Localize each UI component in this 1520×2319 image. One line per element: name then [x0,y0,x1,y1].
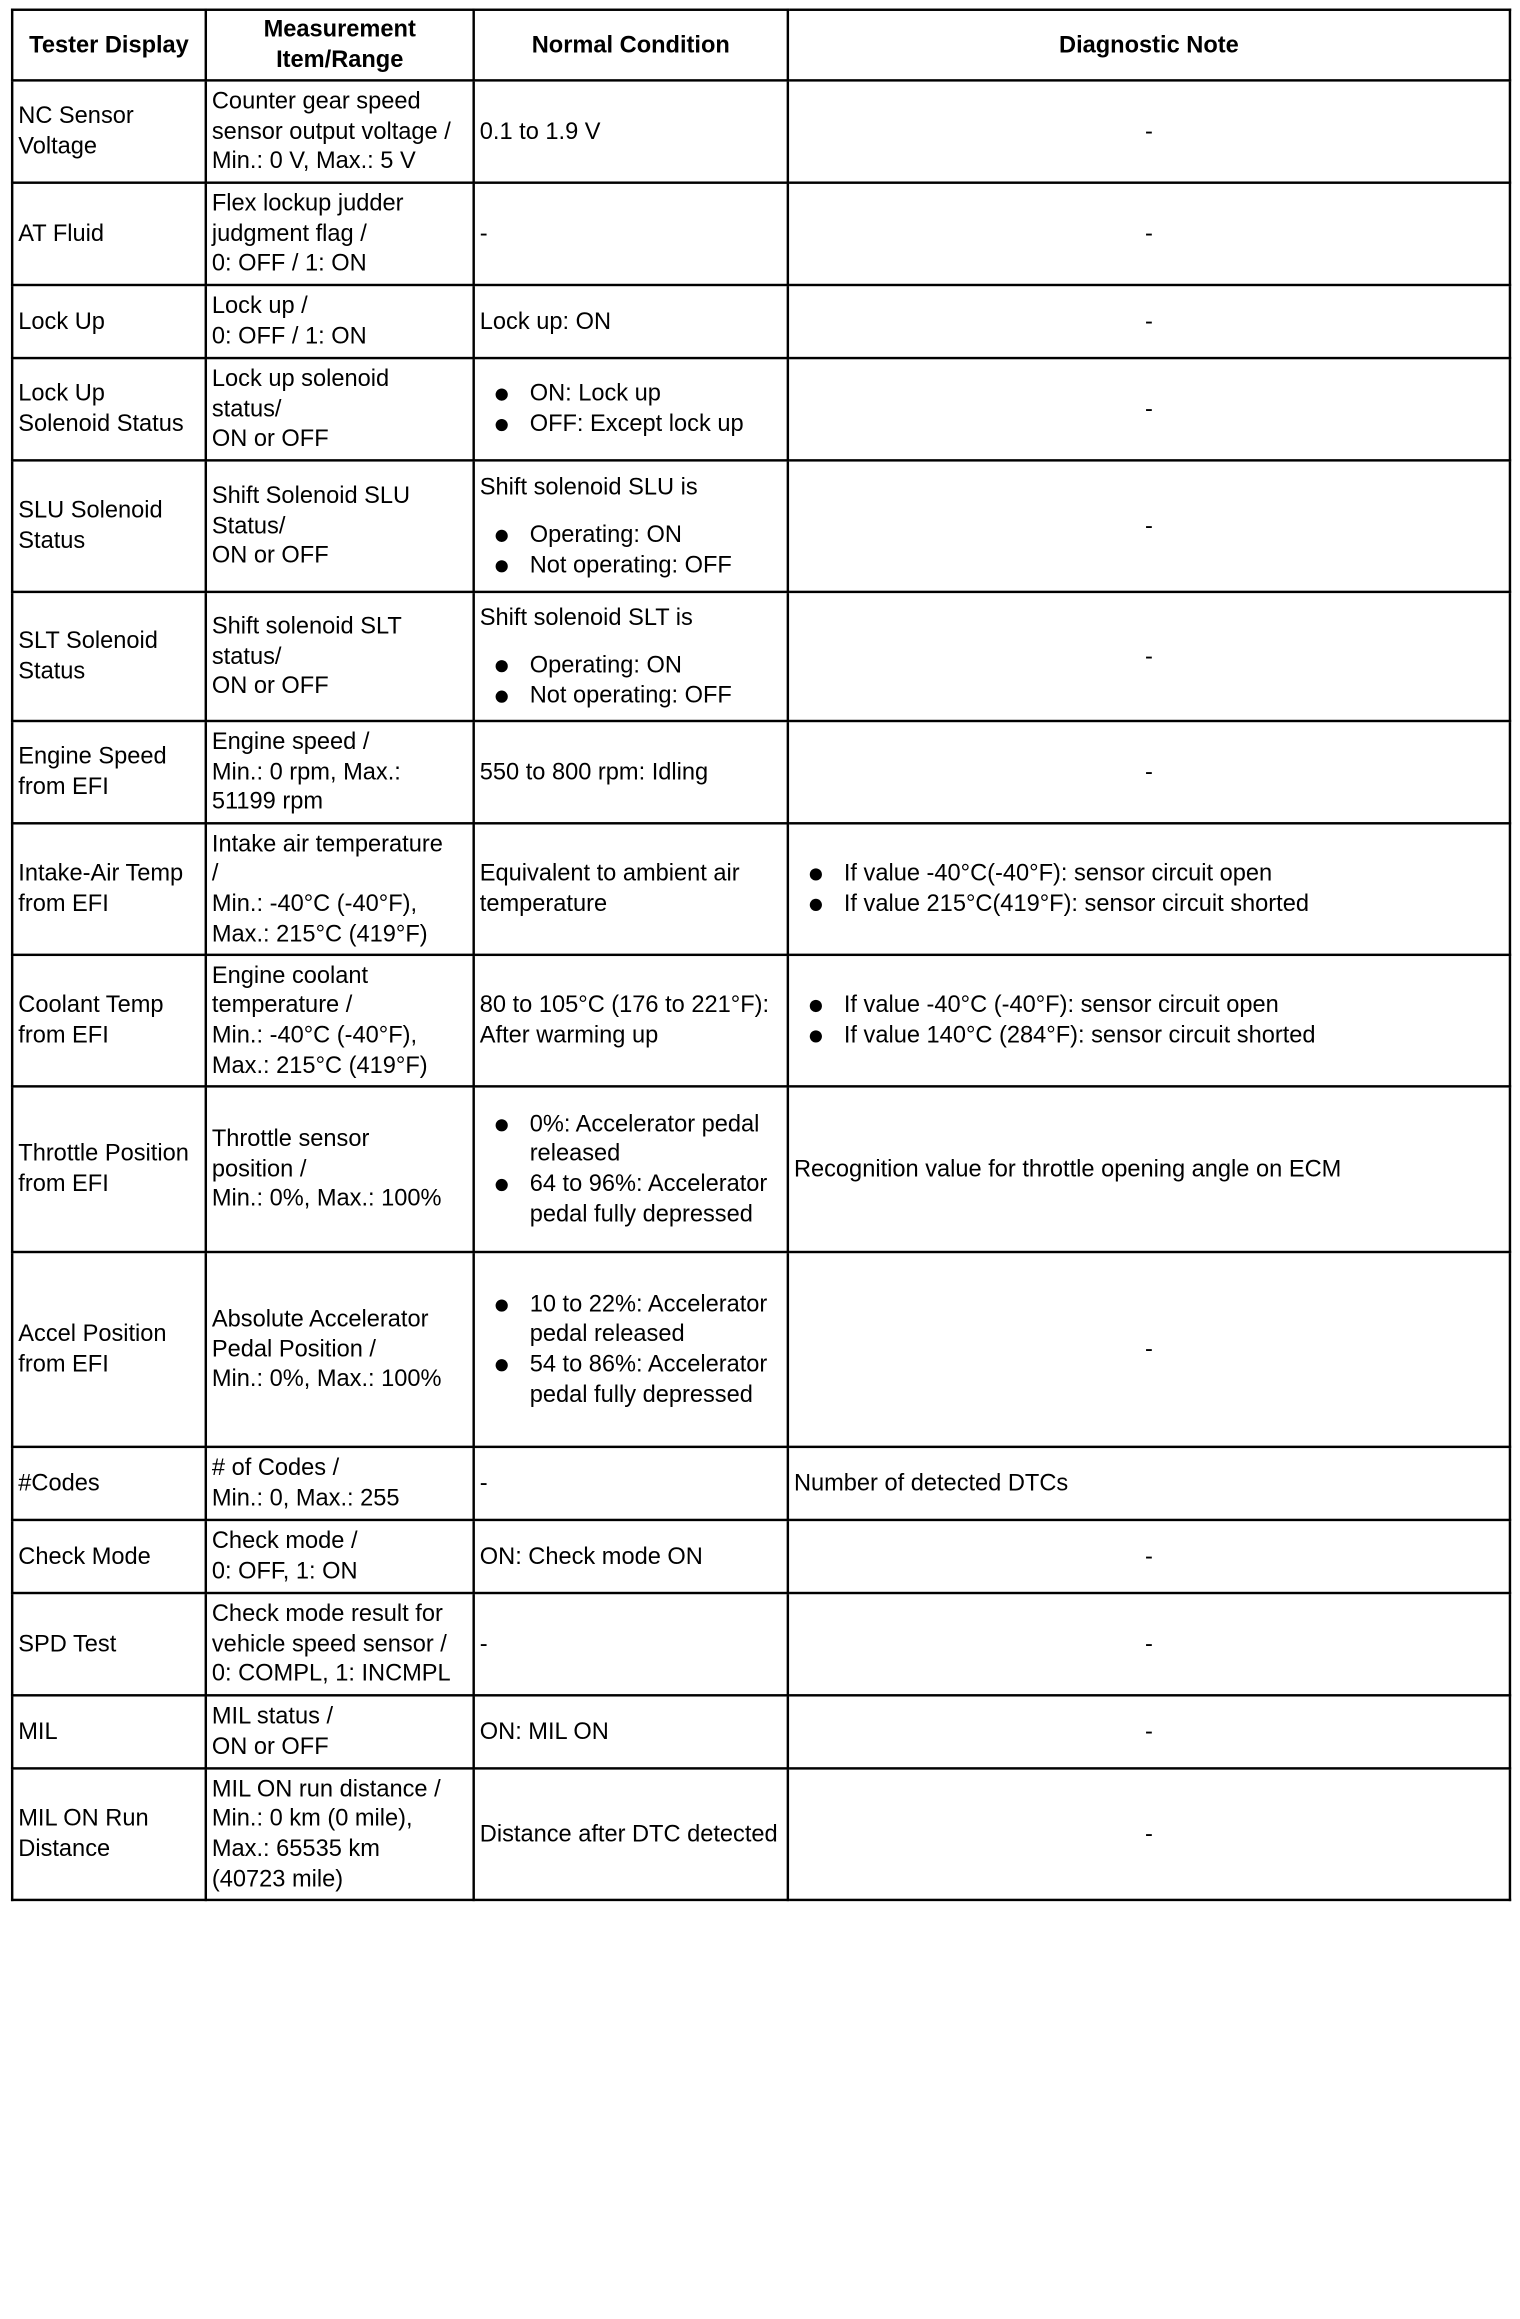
diagnostic-note-cell [788,1520,1510,1593]
normal-condition-bullet-list [480,1109,782,1229]
measurement-line: judgment flag / [211,220,367,247]
bullet-icon [810,1030,822,1042]
list-item [480,651,782,681]
measurement-line: Min.: 0 V, Max.: 5 V [211,147,416,175]
measurement-line: / [211,860,219,888]
bullet-icon [810,1000,822,1012]
measurement-line: Counter gear speed [211,87,421,115]
list-item-text: 64 to 96%: Accelerator pedal fully depressed [529,1170,768,1228]
diagnostic-note-cell [788,955,1510,1087]
measurement-cell [206,1593,474,1695]
measurement-line: Lock up solenoid [211,365,390,393]
normal-condition-bullet-list [480,651,782,711]
list-item-text: If value -40°C (-40°F): sensor circuit open [843,991,1279,1019]
measurement-line: ON or OFF [211,425,329,453]
table-row [12,1768,1510,1900]
bullet-icon [496,1119,508,1131]
list-item-text: Not operating: OFF [529,681,732,709]
diagnostic-note-cell [788,823,1510,955]
diagnostic-note-text: - [1144,220,1153,247]
measurement-line: (40723 mile) [211,1865,344,1893]
measurement-line: position / [211,1155,307,1183]
table-row [12,721,1510,823]
tester-display-cell: Intake-Air Temp from EFI [12,823,206,955]
measurement-line: Intake air temperature [211,830,443,858]
measurement-line: Check mode result for [211,1600,443,1628]
measurement-line: Max.: 215°C (419°F) [211,1051,428,1079]
measurement-line: Min.: 0, Max.: 255 [211,1484,400,1512]
measurement-line: Min.: -40°C (-40°F), [211,1021,418,1049]
measurement-line: Engine speed / [211,728,370,756]
normal-condition-cell [474,1252,788,1447]
normal-condition-text: ON: Check mode ON [479,1542,703,1570]
measurement-cell [206,1086,474,1252]
diagnostic-note-text: - [1144,395,1153,423]
list-item [480,379,782,409]
measurement-cell [206,1447,474,1520]
diagnostic-note-cell [788,1768,1510,1900]
normal-condition-cell [474,1768,788,1900]
table-row [12,358,1510,460]
table-row [12,460,1510,592]
list-item [794,991,1504,1021]
diagnostic-note-cell [788,285,1510,358]
tester-display-cell: #Codes [12,1447,206,1520]
list-item [480,681,782,711]
list-item-text: If value -40°C(-40°F): sensor circuit open [843,860,1273,888]
measurement-cell [206,183,474,285]
measurement-cell [206,592,474,721]
measurement-cell [206,1520,474,1593]
table-row [12,1593,1510,1695]
tester-display-cell: Lock Up [12,285,206,358]
tester-display-cell: MIL [12,1695,206,1768]
list-item-text: Not operating: OFF [529,551,732,579]
measurement-line: Absolute Accelerator [211,1305,429,1333]
bullet-icon [496,690,508,702]
normal-condition-bullet-list [480,520,782,580]
measurement-line: Shift Solenoid SLU [211,482,411,510]
table-row [12,1252,1510,1447]
list-item [480,520,782,550]
measurement-line: Min.: -40°C (-40°F), [211,890,418,918]
table-row [12,823,1510,955]
measurement-line: MIL status / [211,1703,334,1730]
table-row [12,183,1510,285]
list-item-text: Operating: ON [529,521,682,549]
normal-condition-cell [474,955,788,1087]
bullet-icon [496,660,508,672]
measurement-line: ON or OFF [211,1733,329,1760]
list-item-text: 54 to 86%: Accelerator pedal fully depressed [529,1350,768,1408]
tester-display-cell: Throttle Position from EFI [12,1086,206,1252]
diagnostic-note-text: - [1144,512,1153,540]
normal-condition-text: 80 to 105°C (176 to 221°F): After warming up [479,991,770,1049]
normal-condition-text: - [479,220,488,247]
header-row [12,10,1510,81]
measurement-cell [206,358,474,460]
diagnostic-note-text: Recognition value for throttle opening angle on ECM [793,1155,1342,1183]
tester-display-cell: SLT Solenoid Status [12,592,206,721]
measurement-line: Pedal Position / [211,1335,376,1363]
normal-condition-cell [474,721,788,823]
bullet-icon [496,560,508,572]
diagnostic-note-cell [788,721,1510,823]
measurement-line: 0: OFF / 1: ON [211,250,367,277]
table-row [12,592,1510,721]
table-row [12,285,1510,358]
table-row [12,1086,1510,1252]
diagnostic-note-text: Number of detected DTCs [793,1469,1069,1497]
table-row [12,1447,1510,1520]
bullet-icon [810,869,822,881]
tester-display-cell: NC Sensor Voltage [12,80,206,182]
list-item-text: If value 215°C(419°F): sensor circuit shorted [843,890,1309,918]
normal-condition-text: - [479,1630,488,1658]
measurement-line: Lock up / [211,292,308,320]
list-item [480,409,782,439]
diagnostic-note-cell [788,1447,1510,1520]
normal-condition-cell [474,1593,788,1695]
bullet-icon [810,899,822,911]
measurement-line: status/ [211,642,282,670]
measurement-line: Flex lockup judder [211,190,404,217]
diagnostic-note-text: - [1144,642,1153,670]
measurement-line: temperature / [211,991,353,1019]
tester-display-cell: Accel Position from EFI [12,1252,206,1447]
normal-condition-lead: Shift solenoid SLU is [479,473,698,501]
diagnostic-note-text: - [1144,307,1153,335]
measurement-line: Max.: 215°C (419°F) [211,920,428,948]
normal-condition-cell [474,1520,788,1593]
diagnostic-note-cell [788,1252,1510,1447]
table-row [12,1695,1510,1768]
measurement-line: Status/ [211,512,286,540]
measurement-cell [206,1252,474,1447]
normal-condition-cell [474,80,788,182]
normal-condition-text: Distance after DTC detected [479,1820,778,1848]
list-item [480,1349,782,1409]
data-list-table [11,9,1511,1902]
list-item [480,550,782,580]
list-item-text: 10 to 22%: Accelerator pedal released [529,1290,768,1348]
measurement-cell [206,1695,474,1768]
diagnostic-note-text: - [1144,1630,1153,1658]
measurement-cell [206,285,474,358]
list-item-text: ON: Lock up [529,380,661,408]
normal-condition-text: 550 to 800 rpm: Idling [479,758,709,786]
normal-condition-text: ON: MIL ON [479,1718,609,1745]
tester-display-cell: Check Mode [12,1520,206,1593]
list-item [794,889,1504,919]
measurement-cell [206,460,474,592]
normal-condition-cell [474,460,788,592]
bullet-icon [496,1299,508,1311]
list-item-text: 0%: Accelerator pedal released [529,1110,760,1168]
diagnostic-note-cell [788,80,1510,182]
diagnostic-note-text: - [1144,1335,1153,1363]
tester-display-cell: MIL ON Run Distance [12,1768,206,1900]
tester-display-cell: Coolant Temp from EFI [12,955,206,1087]
normal-condition-cell [474,823,788,955]
normal-condition-text: 0.1 to 1.9 V [479,117,601,145]
diagnostic-note-cell [788,1086,1510,1252]
measurement-line: sensor output voltage / [211,117,451,145]
table-row [12,1520,1510,1593]
diagnostic-note-cell [788,183,1510,285]
normal-condition-cell [474,1447,788,1520]
measurement-line: Engine coolant [211,961,369,989]
list-item [480,1169,782,1229]
table-row [12,80,1510,182]
tester-display-cell: Engine Speed from EFI [12,721,206,823]
bullet-icon [496,419,508,431]
diagnostic-note-text: - [1144,1718,1153,1745]
diagnostic-note-cell [788,592,1510,721]
diagnostic-note-cell [788,1695,1510,1768]
diagnostic-note-text: - [1144,1820,1153,1848]
diagnostic-note-text: - [1144,1542,1153,1570]
bullet-icon [496,389,508,401]
measurement-line: Max.: 65535 km [211,1835,380,1863]
diagnostic-note-cell [788,460,1510,592]
measurement-cell [206,823,474,955]
normal-condition-cell [474,183,788,285]
header-diagnostic-note: Diagnostic Note [788,10,1510,81]
list-item [480,1290,782,1350]
diagnostic-note-bullet-list [794,991,1504,1051]
tester-display-cell: AT Fluid [12,183,206,285]
list-item [794,859,1504,889]
normal-condition-cell [474,358,788,460]
measurement-cell [206,955,474,1087]
diagnostic-note-text: - [1144,117,1153,145]
measurement-line: MIL ON run distance / [211,1775,441,1803]
measurement-line: 51199 rpm [211,788,324,816]
measurement-line: Min.: 0%, Max.: 100% [211,1185,442,1213]
measurement-line: 0: OFF, 1: ON [211,1557,358,1585]
list-item [794,1021,1504,1051]
diagnostic-note-bullet-list [794,859,1504,919]
measurement-cell [206,721,474,823]
measurement-line: vehicle speed sensor / [211,1630,447,1658]
measurement-line: ON or OFF [211,542,329,570]
normal-condition-bullet-list [480,379,782,439]
list-item-text: Operating: ON [529,651,682,679]
normal-condition-bullet-list [480,1290,782,1410]
normal-condition-text: Equivalent to ambient air temperature [479,860,740,918]
tester-display-cell: Lock Up Solenoid Status [12,358,206,460]
tester-display-cell: SPD Test [12,1593,206,1695]
measurement-line: Check mode / [211,1527,358,1555]
measurement-line: Min.: 0 km (0 mile), [211,1805,413,1833]
list-item [480,1109,782,1169]
measurement-line: Throttle sensor [211,1125,370,1153]
table-row [12,955,1510,1087]
list-item-text: If value 140°C (284°F): sensor circuit shorted [843,1021,1316,1049]
tester-display-cell: SLU Solenoid Status [12,460,206,592]
measurement-line: # of Codes / [211,1454,340,1482]
measurement-line: Shift solenoid SLT [211,612,402,640]
normal-condition-cell [474,285,788,358]
header-normal-condition: Normal Condition [474,10,788,81]
bullet-icon [496,530,508,542]
measurement-line: 0: COMPL, 1: INCMPL [211,1660,451,1688]
measurement-line: status/ [211,395,282,423]
bullet-icon [496,1359,508,1371]
normal-condition-cell [474,1086,788,1252]
normal-condition-text: - [479,1469,488,1497]
normal-condition-text: Lock up: ON [479,307,612,335]
list-item-text: OFF: Except lock up [529,410,744,438]
normal-condition-lead: Shift solenoid SLT is [479,603,693,631]
measurement-line: Min.: 0%, Max.: 100% [211,1365,442,1393]
diagnostic-note-cell [788,1593,1510,1695]
bullet-icon [496,1179,508,1191]
diagnostic-note-text: - [1144,758,1153,786]
measurement-line: 0: OFF / 1: ON [211,322,367,350]
normal-condition-cell [474,592,788,721]
header-tester-display: Tester Display [12,10,206,81]
normal-condition-cell [474,1695,788,1768]
measurement-cell [206,80,474,182]
measurement-line: ON or OFF [211,672,329,700]
measurement-line: Min.: 0 rpm, Max.: [211,758,401,786]
diagnostic-note-cell [788,358,1510,460]
measurement-cell [206,1768,474,1900]
header-measurement-item: Measurement Item/Range [206,10,474,81]
